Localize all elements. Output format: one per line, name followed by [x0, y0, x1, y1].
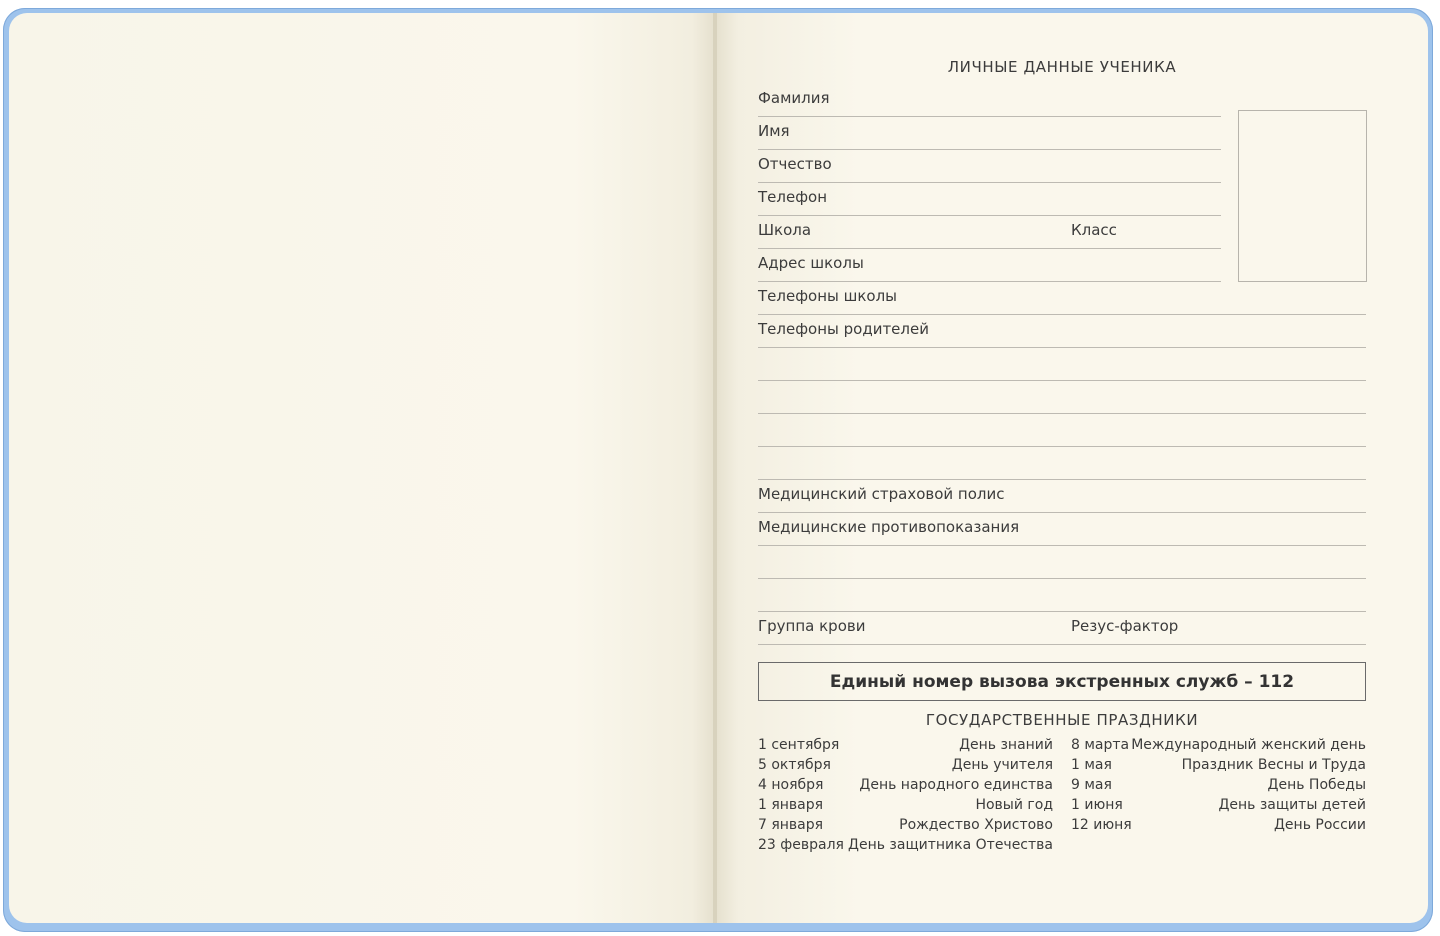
holiday-name: День знаний: [959, 737, 1053, 753]
field-label-parent-phones: Телефоны родителей: [758, 320, 929, 338]
holiday-date: 5 октября: [758, 757, 831, 773]
holiday-row: [1071, 797, 1366, 817]
school-phones-line[interactable]: [758, 314, 1366, 315]
holidays-title: ГОСУДАРСТВЕННЫЕ ПРАЗДНИКИ: [925, 711, 1199, 729]
holiday-name: День Победы: [1267, 777, 1366, 793]
holiday-date: 1 июня: [1071, 797, 1123, 813]
blank-line[interactable]: [758, 578, 1366, 579]
field-label-school-address: Адрес школы: [758, 254, 864, 272]
blank-line[interactable]: [758, 446, 1366, 447]
holiday-date: 7 января: [758, 817, 824, 833]
holiday-row: [758, 837, 1053, 857]
holiday-name: Праздник Весны и Труда: [1181, 757, 1366, 773]
holiday-date: 23 февраля: [758, 837, 844, 853]
form-title: ЛИЧНЫЕ ДАННЫЕ УЧЕНИКА: [947, 58, 1177, 76]
holiday-row: [758, 777, 1053, 797]
field-label-insurance: Медицинский страховой полис: [758, 485, 1005, 503]
holiday-row: [758, 817, 1053, 837]
field-label-surname: Фамилия: [758, 89, 830, 107]
holiday-name: Рождество Христово: [899, 817, 1053, 833]
holiday-name: День России: [1273, 817, 1366, 833]
holiday-name: День учителя: [951, 757, 1053, 773]
holiday-name: Международный женский день: [1131, 737, 1366, 753]
school-line[interactable]: [758, 248, 1221, 249]
holiday-row: [758, 737, 1053, 757]
holiday-date: 1 января: [758, 797, 824, 813]
photo-box[interactable]: [1238, 110, 1367, 282]
holiday-date: 9 мая: [1071, 777, 1112, 793]
holiday-row: [758, 757, 1053, 777]
holiday-row: [758, 797, 1053, 817]
holidays-right-column: [1071, 737, 1366, 837]
blank-line[interactable]: [758, 413, 1366, 414]
holiday-name: День защиты детей: [1218, 797, 1366, 813]
left-page: [9, 13, 713, 923]
field-label-phone: Телефон: [758, 188, 828, 206]
holiday-date: 4 ноября: [758, 777, 824, 793]
holiday-date: 1 сентября: [758, 737, 840, 753]
insurance-line[interactable]: [758, 512, 1366, 513]
parent-phones-line[interactable]: [758, 347, 1366, 348]
field-label-rh-factor: Резус-фактор: [1071, 617, 1179, 635]
holiday-name: День народного единства: [859, 777, 1053, 793]
contraindications-line[interactable]: [758, 545, 1366, 546]
holiday-date: 8 марта: [1071, 737, 1130, 753]
holiday-row: [1071, 757, 1366, 777]
surname-line[interactable]: [758, 116, 1221, 117]
field-label-school-phones: Телефоны школы: [758, 287, 898, 305]
blank-line[interactable]: [758, 479, 1366, 480]
phone-line[interactable]: [758, 215, 1221, 216]
holidays-left-column: [758, 737, 1053, 857]
blood-group-line[interactable]: [758, 644, 1366, 645]
holiday-name: День защитника Отечества: [848, 837, 1053, 853]
field-label-patronymic: Отчество: [758, 155, 832, 173]
field-label-class: Класс: [1071, 221, 1117, 239]
field-label-school: Школа: [758, 221, 812, 239]
field-label-blood-group: Группа крови: [758, 617, 866, 635]
holiday-date: 12 июня: [1071, 817, 1132, 833]
emergency-box: [758, 662, 1366, 701]
field-label-name: Имя: [758, 122, 790, 140]
holiday-row: [1071, 777, 1366, 797]
holiday-date: 1 мая: [1071, 757, 1112, 773]
emergency-text: Единый номер вызова экстренных служб – 112: [829, 671, 1295, 692]
blank-line[interactable]: [758, 611, 1366, 612]
field-label-contraindications: Медицинские противопоказания: [758, 518, 1020, 536]
patronymic-line[interactable]: [758, 182, 1221, 183]
holiday-row: [1071, 737, 1366, 757]
blank-line[interactable]: [758, 380, 1366, 381]
holiday-name: Новый год: [975, 797, 1053, 813]
school-address-line[interactable]: [758, 281, 1221, 282]
holiday-row: [1071, 817, 1366, 837]
name-line[interactable]: [758, 149, 1221, 150]
